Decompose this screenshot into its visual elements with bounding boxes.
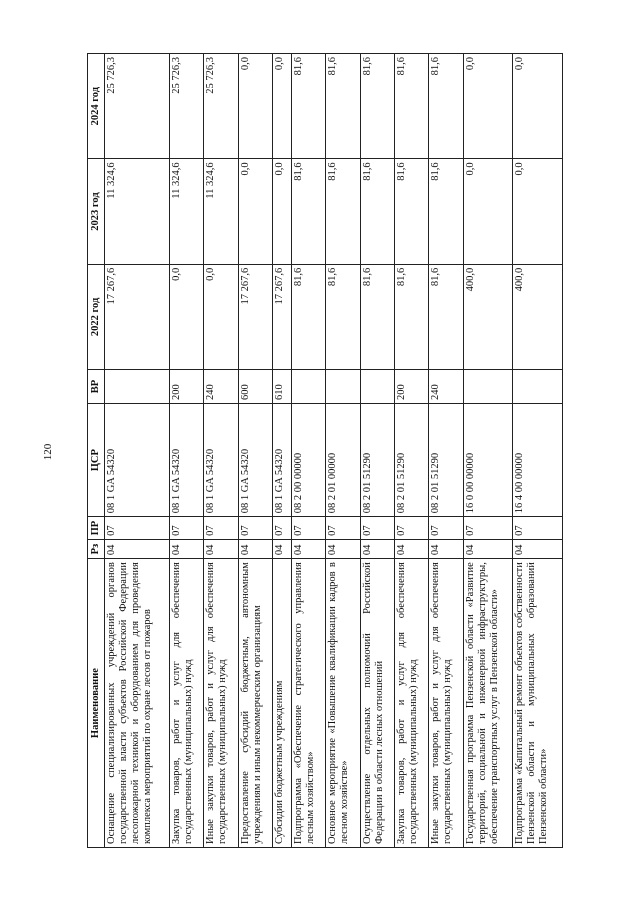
cell-name: Оснащение специализированных учреждений органов государственной власти субъектов Российской Федерации лесопожарной техникой и оборудованием для проведения комплекса мероприятий по охране лесов от пожаров — [105, 559, 170, 848]
cell-pr: 07 — [395, 517, 429, 540]
cell-name: Предоставление субсидий бюджетным, автономным учреждениям и иным некоммерческим организациям — [238, 559, 272, 848]
cell-csr: 08 2 00 00000 — [291, 404, 325, 517]
cell-pr: 07 — [463, 517, 513, 540]
cell-csr: 08 2 01 51290 — [429, 404, 463, 517]
table-row — [272, 54, 291, 848]
cell-name: Государственная программа Пензенской области «Развитие территорий, социальной и инженерной инфраструктуры, обеспечение транспортных услуг в Пензенской области» — [463, 559, 513, 848]
cell-name: Закупка товаров, работ и услуг для обеспечения государственных (муниципальных) нужд — [395, 559, 429, 848]
table-row — [105, 54, 170, 848]
cell-2022: 81,6 — [429, 264, 463, 369]
cell-2024: 0,0 — [513, 54, 563, 159]
cell-2022: 81,6 — [395, 264, 429, 369]
cell-2023: 11 324,6 — [169, 159, 203, 264]
header-csr: ЦСР — [88, 404, 105, 517]
cell-vr — [105, 370, 170, 404]
table-row — [360, 54, 394, 848]
cell-pr: 07 — [272, 517, 291, 540]
cell-2022: 400,0 — [513, 264, 563, 369]
cell-rz: 04 — [395, 539, 429, 558]
cell-vr: 240 — [204, 370, 238, 404]
cell-vr: 200 — [169, 370, 203, 404]
cell-vr — [291, 370, 325, 404]
table-row — [463, 54, 513, 848]
header-vr: ВР — [88, 370, 105, 404]
cell-name: Субсидии бюджетным учреждениям — [272, 559, 291, 848]
cell-name: Иные закупки товаров, работ и услуг для обеспечения государственных (муниципальных) нужд — [429, 559, 463, 848]
cell-2024: 81,6 — [326, 54, 360, 159]
cell-2024: 0,0 — [463, 54, 513, 159]
cell-rz: 04 — [238, 539, 272, 558]
header-name: Наименование — [88, 559, 105, 848]
cell-2024: 25 726,3 — [105, 54, 170, 159]
cell-rz: 04 — [204, 539, 238, 558]
cell-rz: 04 — [326, 539, 360, 558]
cell-2022: 17 267,6 — [272, 264, 291, 369]
cell-vr — [360, 370, 394, 404]
cell-rz: 04 — [291, 539, 325, 558]
cell-2023: 81,6 — [429, 159, 463, 264]
cell-vr: 240 — [429, 370, 463, 404]
cell-pr: 07 — [360, 517, 394, 540]
cell-2023: 0,0 — [238, 159, 272, 264]
table-row — [204, 54, 238, 848]
cell-2023: 11 324,6 — [105, 159, 170, 264]
table-row — [291, 54, 325, 848]
table-row — [326, 54, 360, 848]
table-row — [238, 54, 272, 848]
cell-2022: 400,0 — [463, 264, 513, 369]
cell-2023: 81,6 — [395, 159, 429, 264]
cell-csr: 08 2 01 00000 — [326, 404, 360, 517]
cell-2024: 81,6 — [429, 54, 463, 159]
cell-2022: 81,6 — [291, 264, 325, 369]
cell-rz: 04 — [360, 539, 394, 558]
cell-2022: 17 267,6 — [105, 264, 170, 369]
cell-2023: 0,0 — [272, 159, 291, 264]
cell-2022: 0,0 — [204, 264, 238, 369]
cell-2022: 17 267,6 — [238, 264, 272, 369]
cell-pr: 07 — [513, 517, 563, 540]
cell-vr: 200 — [395, 370, 429, 404]
cell-csr: 08 1 GA 54320 — [169, 404, 203, 517]
cell-2023: 11 324,6 — [204, 159, 238, 264]
budget-table-rotated — [87, 53, 563, 848]
cell-name: Подпрограмма «Обеспечение стратегического управления лесным хозяйством» — [291, 559, 325, 848]
cell-name: Иные закупки товаров, работ и услуг для обеспечения государственных (муниципальных) нужд — [204, 559, 238, 848]
cell-csr: 08 1 GA 54320 — [105, 404, 170, 517]
cell-2024: 25 726,3 — [204, 54, 238, 159]
header-2022: 2022 год — [88, 264, 105, 369]
header-2023: 2023 год — [88, 159, 105, 264]
cell-name: Осуществление отдельных полномочий Российской Федерации в области лесных отношений — [360, 559, 394, 848]
cell-name: Закупка товаров, работ и услуг для обеспечения государственных (муниципальных) нужд — [169, 559, 203, 848]
header-rz: Рз — [88, 539, 105, 558]
table-row — [169, 54, 203, 848]
table-row — [513, 54, 563, 848]
cell-vr — [326, 370, 360, 404]
cell-csr: 08 1 GA 54320 — [204, 404, 238, 517]
cell-pr: 07 — [291, 517, 325, 540]
cell-2023: 81,6 — [291, 159, 325, 264]
budget-table — [87, 53, 563, 848]
cell-rz: 04 — [513, 539, 563, 558]
cell-csr: 08 2 01 51290 — [360, 404, 394, 517]
page-number: 120 — [42, 443, 54, 461]
cell-vr: 600 — [238, 370, 272, 404]
cell-csr: 08 1 GA 54320 — [272, 404, 291, 517]
cell-csr: 16 0 00 00000 — [463, 404, 513, 517]
cell-2024: 81,6 — [395, 54, 429, 159]
table-row — [429, 54, 463, 848]
cell-pr: 07 — [169, 517, 203, 540]
table-header-row — [88, 54, 105, 848]
cell-pr: 07 — [238, 517, 272, 540]
header-pr: ПР — [88, 517, 105, 540]
header-2024: 2024 год — [88, 54, 105, 159]
cell-2023: 0,0 — [463, 159, 513, 264]
cell-name: Подпрограмма «Капитальный ремонт объектов собственности Пензенской области и муниципальных образований Пензенской области» — [513, 559, 563, 848]
cell-rz: 04 — [272, 539, 291, 558]
cell-pr: 07 — [326, 517, 360, 540]
cell-vr — [513, 370, 563, 404]
cell-2023: 0,0 — [513, 159, 563, 264]
cell-rz: 04 — [105, 539, 170, 558]
cell-pr: 07 — [105, 517, 170, 540]
cell-2024: 0,0 — [272, 54, 291, 159]
cell-2024: 25 726,3 — [169, 54, 203, 159]
cell-2023: 81,6 — [360, 159, 394, 264]
cell-name: Основное мероприятие «Повышение квалификации кадров в лесном хозяйстве» — [326, 559, 360, 848]
cell-rz: 04 — [169, 539, 203, 558]
cell-csr: 08 1 GA 54320 — [238, 404, 272, 517]
cell-2024: 81,6 — [360, 54, 394, 159]
cell-rz: 04 — [463, 539, 513, 558]
table-row — [395, 54, 429, 848]
cell-2023: 81,6 — [326, 159, 360, 264]
cell-pr: 07 — [204, 517, 238, 540]
cell-2022: 0,0 — [169, 264, 203, 369]
cell-pr: 07 — [429, 517, 463, 540]
cell-vr: 610 — [272, 370, 291, 404]
cell-rz: 04 — [429, 539, 463, 558]
cell-2024: 81,6 — [291, 54, 325, 159]
cell-2022: 81,6 — [360, 264, 394, 369]
cell-2022: 81,6 — [326, 264, 360, 369]
cell-csr: 08 2 01 51290 — [395, 404, 429, 517]
cell-2024: 0,0 — [238, 54, 272, 159]
cell-csr: 16 4 00 00000 — [513, 404, 563, 517]
cell-vr — [463, 370, 513, 404]
